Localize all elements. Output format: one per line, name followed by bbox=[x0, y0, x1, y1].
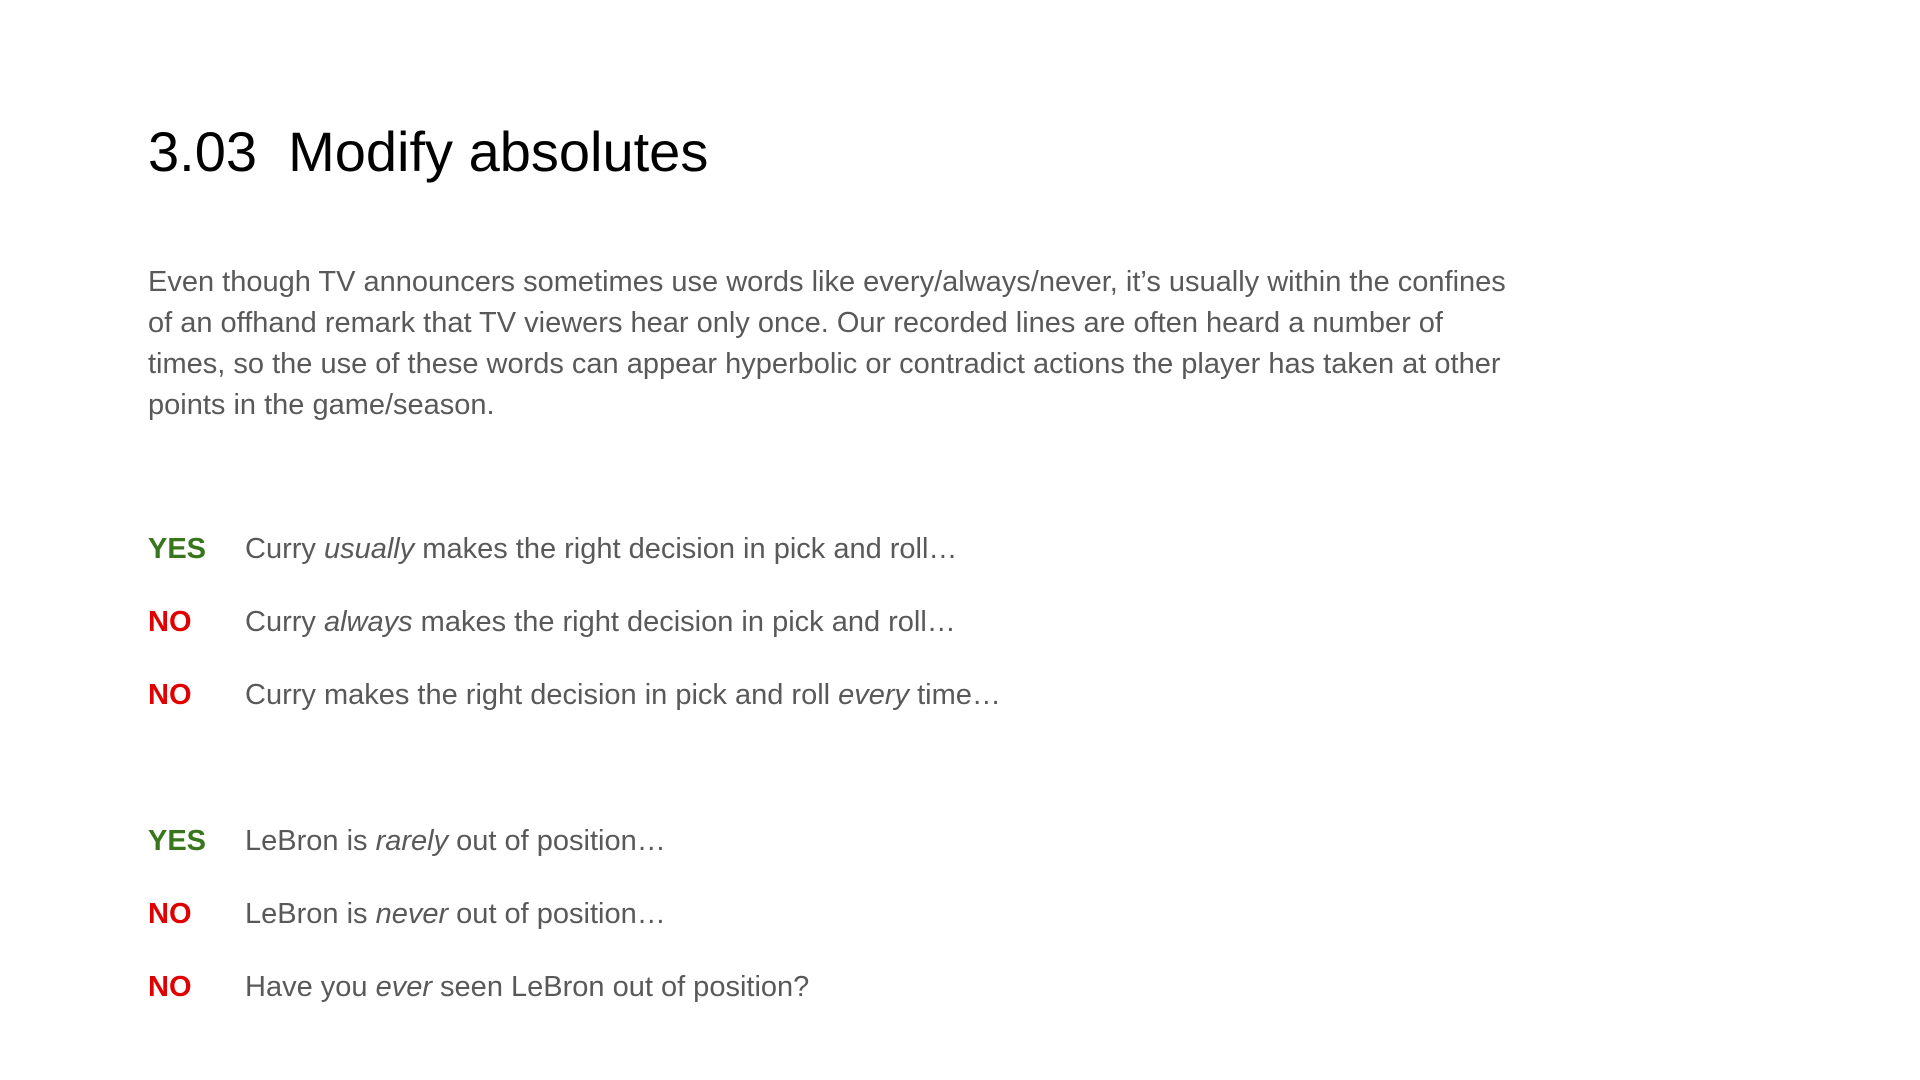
sentence-text: Curry makes the right decision in pick and roll bbox=[245, 679, 839, 711]
sentence-text: makes the right decision in pick and roll… bbox=[414, 533, 958, 565]
emphasized-word: usually bbox=[323, 533, 415, 565]
yes-label: YES bbox=[148, 533, 207, 565]
emphasized-word: never bbox=[375, 898, 449, 930]
emphasized-word: every bbox=[838, 679, 910, 711]
no-label: NO bbox=[148, 898, 192, 930]
slide-title: 3.03 Modify absolutes bbox=[148, 120, 709, 183]
no-label: NO bbox=[148, 971, 192, 1003]
sentence-text: Curry bbox=[245, 533, 324, 565]
intro-line: times, so the use of these words can appear hyperbolic or contradict actions the player has taken at other bbox=[148, 348, 1501, 380]
emphasized-word: always bbox=[323, 606, 413, 638]
emphasized-word: ever bbox=[375, 971, 432, 1003]
no-label: NO bbox=[148, 679, 192, 711]
intro-paragraph bbox=[148, 262, 1568, 426]
example-sentence bbox=[245, 602, 956, 642]
yes-label: YES bbox=[148, 825, 207, 857]
sentence-text: seen LeBron out of position? bbox=[432, 971, 810, 1003]
sentence-text: makes the right decision in pick and roll… bbox=[412, 606, 956, 638]
intro-line: points in the game/season. bbox=[148, 389, 495, 421]
sentence-text: out of position… bbox=[448, 898, 666, 930]
example-sentence bbox=[245, 894, 666, 934]
sentence-text: out of position… bbox=[448, 825, 666, 857]
sentence-text: Curry bbox=[245, 606, 324, 638]
sentence-text: LeBron is bbox=[245, 825, 376, 857]
example-sentence bbox=[245, 529, 957, 569]
intro-line: of an offhand remark that TV viewers hear only once. Our recorded lines are often heard a number of bbox=[148, 307, 1443, 339]
example-sentence bbox=[245, 967, 809, 1007]
intro-line: Even though TV announcers sometimes use words like every/always/never, it’s usually within the confines bbox=[148, 266, 1506, 298]
sentence-text: Have you bbox=[245, 971, 376, 1003]
example-sentence bbox=[245, 821, 666, 861]
example-sentence bbox=[245, 675, 1001, 715]
emphasized-word: rarely bbox=[375, 825, 449, 857]
sentence-text: time… bbox=[909, 679, 1001, 711]
sentence-text: LeBron is bbox=[245, 898, 376, 930]
no-label: NO bbox=[148, 606, 192, 638]
